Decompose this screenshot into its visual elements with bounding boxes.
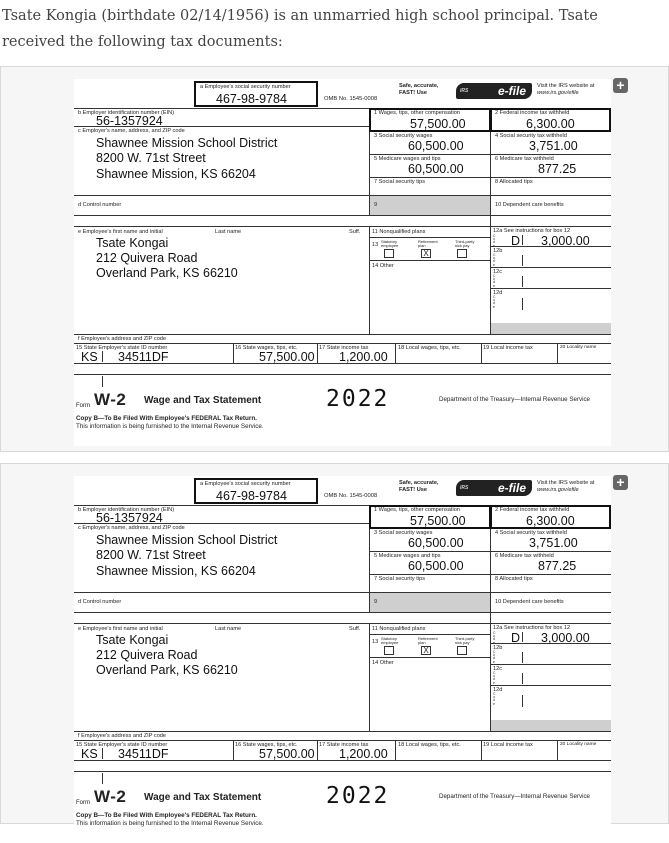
- box14-label: 14 Other: [372, 263, 394, 269]
- employer-street: 8200 W. 71st Street: [96, 548, 206, 562]
- ssn-value: 467-98-9784: [216, 92, 287, 106]
- irs-website: www.irs.gov/efile: [537, 487, 579, 493]
- statutory-employee-label: Statutory employee: [381, 636, 399, 645]
- rule: [490, 288, 611, 289]
- state-id: 34511DF: [118, 747, 169, 761]
- rule: [74, 623, 611, 624]
- statutory-employee-checkbox[interactable]: [384, 646, 394, 655]
- rule: [369, 623, 370, 731]
- expand-plus-icon[interactable]: +: [613, 475, 628, 490]
- fast-use-text: FAST! Use: [399, 487, 427, 493]
- employee-city: Overland Park, KS 66210: [96, 266, 238, 280]
- box8-label: 8 Allocated tips: [495, 576, 533, 582]
- intro-paragraph: Tsate Kongia (birthdate 02/14/1956) is an unmarried high school principal. Tsate received the following tax documents:: [2, 8, 598, 50]
- shaded-area: [491, 720, 611, 731]
- box16-value: 57,500.00: [259, 747, 315, 761]
- rule: [490, 664, 611, 665]
- box10-label: 10 Dependent care benefits: [495, 202, 564, 208]
- rule: [102, 773, 103, 784]
- employee-name-label: e Employee's first name and initial: [78, 229, 163, 235]
- box12d-label: 12d: [493, 687, 503, 693]
- form-word: Form: [76, 403, 90, 409]
- employer-name: Shawnee Mission School District: [96, 136, 278, 150]
- employee-name: Tsate Kongai: [96, 236, 169, 250]
- rule: [74, 374, 611, 375]
- rule: [317, 343, 318, 363]
- box7-label: 7 Social security tips: [374, 179, 425, 185]
- w2-form-1: [74, 79, 611, 446]
- box12b-code-side: C o d e: [493, 253, 496, 267]
- box11-label: 11 Nonqualified plans: [372, 626, 426, 632]
- box16-label: 16 State wages, tips, etc.: [235, 345, 298, 351]
- retirement-plan-checkbox[interactable]: X: [421, 249, 431, 258]
- ein-value: 56-1357924: [96, 114, 163, 128]
- efile-logo: [456, 480, 532, 496]
- box12c-label: 12c: [493, 269, 503, 275]
- box1-value: 57,500.00: [410, 117, 466, 131]
- rule: [369, 226, 370, 334]
- irs-info-text: This information is being furnished to the Internal Revenue Service.: [76, 423, 264, 430]
- rule: [490, 505, 491, 731]
- box4-label: 4 Social security tax withheld: [495, 530, 567, 536]
- employer-name: Shawnee Mission School District: [96, 533, 278, 547]
- box17-label: 17 State income tax: [319, 345, 369, 351]
- box12c-code-side: C o d e: [493, 671, 496, 685]
- box13-label: 13: [372, 639, 379, 645]
- rule: [74, 226, 611, 227]
- box6-label: 6 Medicare tax withheld: [495, 553, 554, 559]
- last-name-label: Last name: [215, 626, 242, 632]
- rule: [74, 740, 611, 741]
- rule: [369, 634, 490, 635]
- box12b-label: 12b: [493, 248, 503, 254]
- rule: [369, 260, 490, 261]
- rule: [369, 551, 611, 552]
- box18-label: 18 Local wages, tips, etc.: [398, 345, 461, 351]
- irs-visit-text: Visit the IRS website at: [537, 83, 595, 89]
- rule: [522, 632, 523, 642]
- rule: [369, 574, 611, 575]
- third-party-sick-pay-checkbox[interactable]: [457, 646, 467, 655]
- third-party-sick-pay-checkbox[interactable]: [457, 249, 467, 258]
- box12a-label: 12a See instructions for box 12: [493, 625, 571, 631]
- box14-label: 14 Other: [372, 660, 394, 666]
- rule: [317, 740, 318, 760]
- box10-label: 10 Dependent care benefits: [495, 599, 564, 605]
- rule: [74, 215, 611, 216]
- last-name-label: Last name: [215, 229, 242, 235]
- box16-label: 16 State wages, tips, etc.: [235, 742, 298, 748]
- safe-accurate-text: Safe, accurate,: [399, 83, 439, 89]
- rule: [369, 154, 611, 155]
- third-party-sick-pay-label: Third-party sick pay: [455, 636, 475, 645]
- box3-value: 60,500.00: [408, 139, 464, 153]
- retirement-plan-label: Retirement plan: [418, 636, 438, 645]
- box17-label: 17 State income tax: [319, 742, 369, 748]
- state-id: 34511DF: [118, 350, 169, 364]
- employee-name-label: e Employee's first name and initial: [78, 626, 163, 632]
- rule: [557, 740, 558, 760]
- box9-label: 9: [374, 599, 378, 605]
- w2-panel-2: [0, 463, 669, 827]
- rule: [522, 255, 523, 266]
- box16-value: 57,500.00: [259, 350, 315, 364]
- box4-value: 3,751.00: [529, 536, 578, 550]
- ein-value: 56-1357924: [96, 511, 163, 525]
- state-code: KS: [81, 350, 98, 364]
- rule: [481, 740, 482, 760]
- box6-label: 6 Medicare tax withheld: [495, 156, 554, 162]
- box5-label: 5 Medicare wages and tips: [374, 553, 441, 559]
- rule: [490, 267, 611, 268]
- irs-visit-text: Visit the IRS website at: [537, 480, 595, 486]
- w2-title: W-2: [94, 390, 127, 409]
- rule: [490, 685, 611, 686]
- rule: [490, 108, 491, 334]
- box6-value: 877.25: [538, 559, 577, 573]
- suffix-label: Suff.: [349, 229, 361, 235]
- wage-and-tax-statement: Wage and Tax Statement: [144, 395, 262, 406]
- employee-address-label: f Employee's address and ZIP code: [78, 733, 167, 739]
- third-party-sick-pay-label: Third-party sick pay: [455, 239, 475, 248]
- irs-mark: IRS: [460, 88, 469, 94]
- rule: [74, 334, 611, 335]
- box11-label: 11 Nonqualified plans: [372, 229, 426, 235]
- suffix-label: Suff.: [349, 626, 361, 632]
- box17-value: 1,200.00: [339, 350, 388, 364]
- rule: [369, 657, 490, 658]
- box5-value: 60,500.00: [408, 559, 464, 573]
- efile-logo-text: e-file: [497, 481, 526, 495]
- shaded-area: [370, 196, 490, 215]
- box1-value: 57,500.00: [410, 514, 466, 528]
- employer-label: c Employer's name, address, and ZIP code: [78, 525, 185, 531]
- rule: [369, 237, 490, 238]
- box19-label: 19 Local income tax: [483, 345, 533, 351]
- box2-label: 2 Federal income tax withheld: [495, 110, 570, 116]
- irs-mark: IRS: [460, 485, 469, 491]
- rule: [369, 177, 611, 178]
- department-text: Department of the Treasury—Internal Revenue Service: [439, 793, 590, 800]
- box18-label: 18 Local wages, tips, etc.: [398, 742, 461, 748]
- box8-label: 8 Allocated tips: [495, 179, 533, 185]
- rule: [102, 376, 103, 387]
- box4-label: 4 Social security tax withheld: [495, 133, 567, 139]
- box12c-label: 12c: [493, 666, 503, 672]
- retirement-plan-checkbox[interactable]: X: [421, 646, 431, 655]
- department-text: Department of the Treasury—Internal Revenue Service: [439, 396, 590, 403]
- state-code: KS: [81, 747, 98, 761]
- ssn-value: 467-98-9784: [216, 489, 287, 503]
- box9-label: 9: [374, 202, 378, 208]
- box12a-code: D: [511, 234, 521, 248]
- employee-city: Overland Park, KS 66210: [96, 663, 238, 677]
- ssn-label: a Employee's social security number: [200, 481, 291, 487]
- omb-number: OMB No. 1545-0008: [324, 493, 378, 499]
- w2-title: W-2: [94, 787, 127, 806]
- box4-value: 3,751.00: [529, 139, 578, 153]
- employer-street: 8200 W. 71st Street: [96, 151, 206, 165]
- box20-label: 20 Locality name: [560, 742, 597, 747]
- box7-label: 7 Social security tips: [374, 576, 425, 582]
- irs-info-text: This information is being furnished to the Internal Revenue Service.: [76, 820, 264, 827]
- box5-value: 60,500.00: [408, 162, 464, 176]
- copy-b-text: Copy B—To Be Filed With Employee's FEDERAL Tax Return.: [76, 415, 257, 422]
- employer-city: Shawnee Mission, KS 66204: [96, 167, 256, 181]
- efile-logo: [456, 83, 532, 99]
- tax-year: 2022: [326, 783, 390, 809]
- box12a-code: D: [511, 631, 521, 645]
- retirement-plan-label: Retirement plan: [418, 239, 438, 248]
- ein-label: b Employer identification number (EIN): [78, 110, 175, 116]
- omb-number: OMB No. 1545-0008: [324, 96, 378, 102]
- box12a-amount: 3,000.00: [541, 631, 590, 645]
- box2-value: 6,300.00: [526, 117, 575, 131]
- statutory-employee-checkbox[interactable]: [384, 249, 394, 258]
- statutory-employee-label: Statutory employee: [381, 239, 399, 248]
- efile-logo-text: e-file: [497, 84, 526, 98]
- rule: [395, 740, 396, 760]
- irs-website: www.irs.gov/efile: [537, 90, 579, 96]
- box2-label: 2 Federal income tax withheld: [495, 507, 570, 513]
- rule: [522, 235, 523, 245]
- box12b-label: 12b: [493, 645, 503, 651]
- box3-label: 3 Social security wages: [374, 530, 433, 536]
- rule: [522, 652, 523, 663]
- box19-label: 19 Local income tax: [483, 742, 533, 748]
- box1-label: 1 Wages, tips, other compensation: [374, 507, 460, 513]
- w2-panel-1: [0, 66, 669, 452]
- employee-street: 212 Quivera Road: [96, 648, 198, 662]
- ssn-label: a Employee's social security number: [200, 84, 291, 90]
- shaded-area: [370, 593, 490, 612]
- shaded-area: [491, 323, 611, 334]
- rule: [522, 298, 523, 310]
- rule: [74, 771, 611, 772]
- fast-use-text: FAST! Use: [399, 90, 427, 96]
- box12d-label: 12d: [493, 290, 503, 296]
- box15-label: 15 State Employer's state ID number: [76, 742, 168, 748]
- rule: [522, 695, 523, 707]
- box12a-code-side: C o d e: [493, 234, 496, 248]
- rule: [522, 673, 523, 684]
- box1-label: 1 Wages, tips, other compensation: [374, 110, 460, 116]
- rule: [557, 343, 558, 363]
- rule: [233, 343, 234, 363]
- wage-and-tax-statement: Wage and Tax Statement: [144, 792, 262, 803]
- box12c-code-side: C o d e: [493, 274, 496, 288]
- employee-name: Tsate Kongai: [96, 633, 169, 647]
- box15-label: 15 State Employer's state ID number: [76, 345, 168, 351]
- box13-label: 13: [372, 242, 379, 248]
- rule: [74, 343, 611, 344]
- rule: [395, 343, 396, 363]
- control-number-label: d Control number: [78, 202, 122, 208]
- rule: [74, 612, 611, 613]
- copy-b-text: Copy B—To Be Filed With Employee's FEDERAL Tax Return.: [76, 812, 257, 819]
- control-number-label: d Control number: [78, 599, 122, 605]
- rule: [74, 731, 611, 732]
- box6-value: 877.25: [538, 162, 577, 176]
- form-word: Form: [76, 800, 90, 806]
- box3-label: 3 Social security wages: [374, 133, 433, 139]
- employee-street: 212 Quivera Road: [96, 251, 198, 265]
- tax-year: 2022: [326, 386, 390, 412]
- rule: [74, 592, 611, 593]
- rule: [102, 748, 103, 759]
- box12a-code-side: C o d e: [493, 631, 496, 645]
- box2-value: 6,300.00: [526, 514, 575, 528]
- rule: [74, 195, 611, 196]
- ein-label: b Employer identification number (EIN): [78, 507, 175, 513]
- box3-value: 60,500.00: [408, 536, 464, 550]
- rule: [522, 276, 523, 287]
- safe-accurate-text: Safe, accurate,: [399, 480, 439, 486]
- employer-city: Shawnee Mission, KS 66204: [96, 564, 256, 578]
- box12b-code-side: C o d e: [493, 650, 496, 664]
- w2-form-2: [74, 476, 611, 843]
- box12a-label: 12a See instructions for box 12: [493, 228, 571, 234]
- box12d-code-side: C o d e: [493, 692, 496, 706]
- box20-label: 20 Locality name: [560, 345, 597, 350]
- employer-label: c Employer's name, address, and ZIP code: [78, 128, 185, 134]
- rule: [102, 351, 103, 362]
- rule: [481, 343, 482, 363]
- box17-value: 1,200.00: [339, 747, 388, 761]
- rule: [233, 740, 234, 760]
- employee-address-label: f Employee's address and ZIP code: [78, 336, 167, 342]
- box12a-amount: 3,000.00: [541, 234, 590, 248]
- box5-label: 5 Medicare wages and tips: [374, 156, 441, 162]
- box12d-code-side: C o d e: [493, 295, 496, 309]
- expand-plus-icon[interactable]: +: [613, 78, 628, 93]
